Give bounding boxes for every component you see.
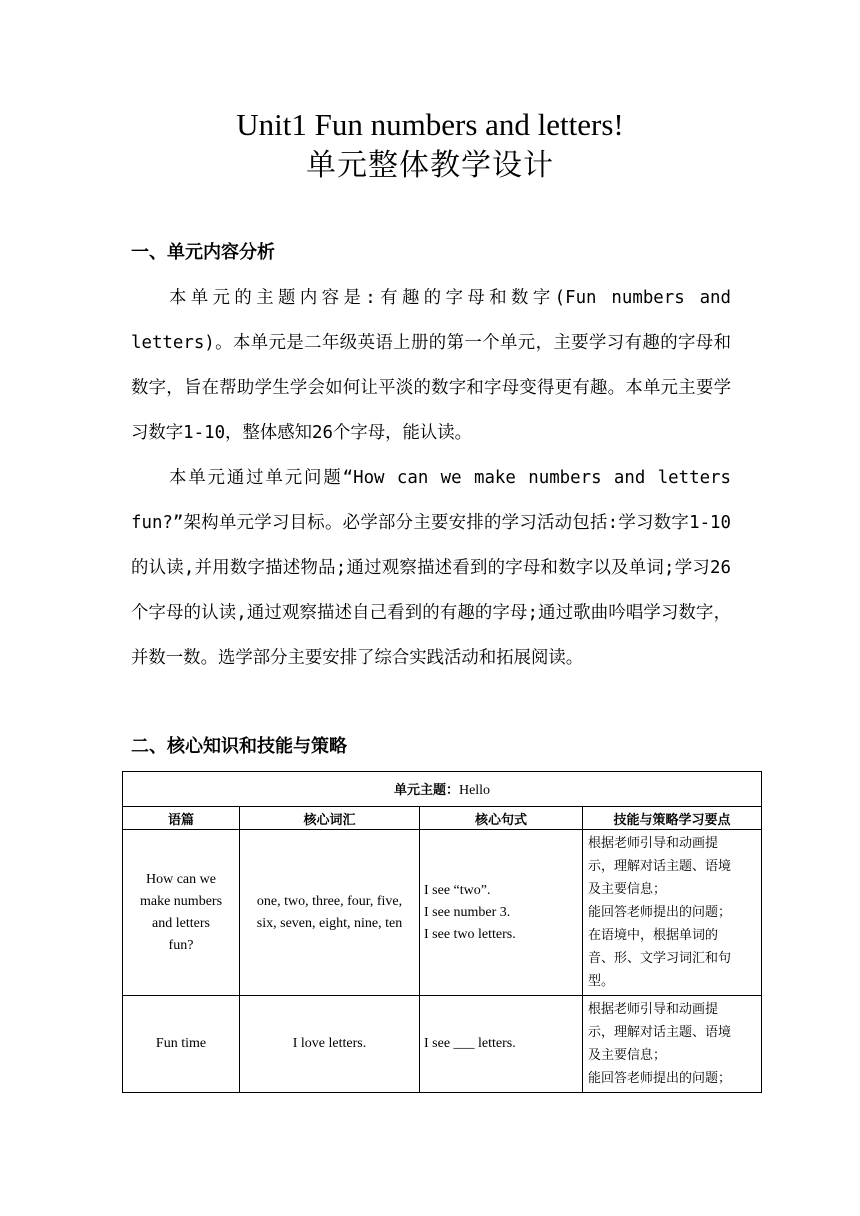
vocabulary-line: one, two, three, four, five, — [256, 893, 403, 909]
document-title-chinese: 单元整体教学设计 — [306, 148, 554, 183]
sentence-cell — [420, 830, 583, 996]
skills-cell — [583, 996, 762, 1093]
text-line: How can we — [146, 871, 216, 887]
text-line: and letters — [152, 915, 210, 931]
column-header-vocabulary: 核心词汇 — [240, 807, 420, 830]
table-row — [123, 830, 762, 996]
table-header-row — [123, 807, 762, 830]
section-heading-content-analysis: 一、单元内容分析 — [131, 242, 275, 263]
text-line: fun? — [168, 937, 194, 953]
text-line: make numbers — [139, 893, 223, 909]
unit-theme-label: 单元主题： — [393, 783, 459, 798]
paragraph-unit-question: 本单元通过单元问题“How can we make numbers and letters fun?”架构单元学习目标。必学部分主要安排的学习活动包括:学习数字1-10的认读,并用数字描述物品;通过观察描述看到的字母和数字以及单词;学习26个字母的认读,通过观察描述自己看到的有趣的字母;通过歌曲吟唱学习数字，并数一数。选学部分主要安排了综合实践活动和拓展阅读。 — [131, 468, 731, 668]
sentence-line: I see two letters. — [424, 926, 516, 942]
document-title-english: Unit1 Fun numbers and letters! — [236, 107, 624, 142]
vocabulary-cell — [240, 830, 420, 996]
section-heading-core-knowledge: 二、核心知识和技能与策略 — [131, 736, 347, 757]
text-cell: Fun time — [123, 996, 240, 1093]
sentence-cell: I see ___ letters. — [420, 996, 583, 1093]
skill-line: 及主要信息； — [588, 1048, 667, 1063]
column-header-text: 语篇 — [123, 807, 240, 830]
column-header-skills: 技能与策略学习要点 — [583, 807, 762, 830]
skills-cell — [583, 830, 762, 996]
column-header-sentences: 核心句式 — [420, 807, 583, 830]
text-cell — [123, 830, 240, 996]
skill-line: 型。 — [588, 974, 615, 989]
paragraph-unit-theme: 本单元的主题内容是:有趣的字母和数字(Fun numbers and letters)。本单元是二年级英语上册的第一个单元，主要学习有趣的字母和数字，旨在帮助学生学会如何让平淡的数字和字母变得更有趣。本单元主要学习数字1-10，整体感知26个字母，能认读。 — [131, 288, 731, 443]
core-knowledge-table — [122, 771, 762, 1093]
skill-line: 根据老师引导和动画提 — [588, 836, 719, 851]
table-row — [123, 996, 762, 1093]
table-theme-row — [123, 772, 762, 807]
skill-line: 音、形、文学习词汇和句 — [588, 951, 732, 966]
skill-line: 能回答老师提出的问题； — [588, 1071, 732, 1086]
skill-line: 在语境中，根据单词的 — [588, 928, 719, 943]
sentence-line: I see “two”. — [424, 882, 491, 898]
skill-line: 能回答老师提出的问题； — [588, 905, 732, 920]
skill-line: 示，理解对话主题、语境 — [588, 859, 732, 874]
sentence-line: I see number 3. — [424, 904, 511, 920]
skill-line: 根据老师引导和动画提 — [588, 1002, 719, 1017]
unit-theme-value: Hello — [458, 783, 491, 798]
unit-theme-cell — [123, 772, 762, 807]
skill-line: 及主要信息； — [588, 882, 667, 897]
vocabulary-cell: I love letters. — [240, 996, 420, 1093]
vocabulary-line: six, seven, eight, nine, ten — [256, 915, 403, 931]
skill-line: 示，理解对话主题、语境 — [588, 1025, 732, 1040]
